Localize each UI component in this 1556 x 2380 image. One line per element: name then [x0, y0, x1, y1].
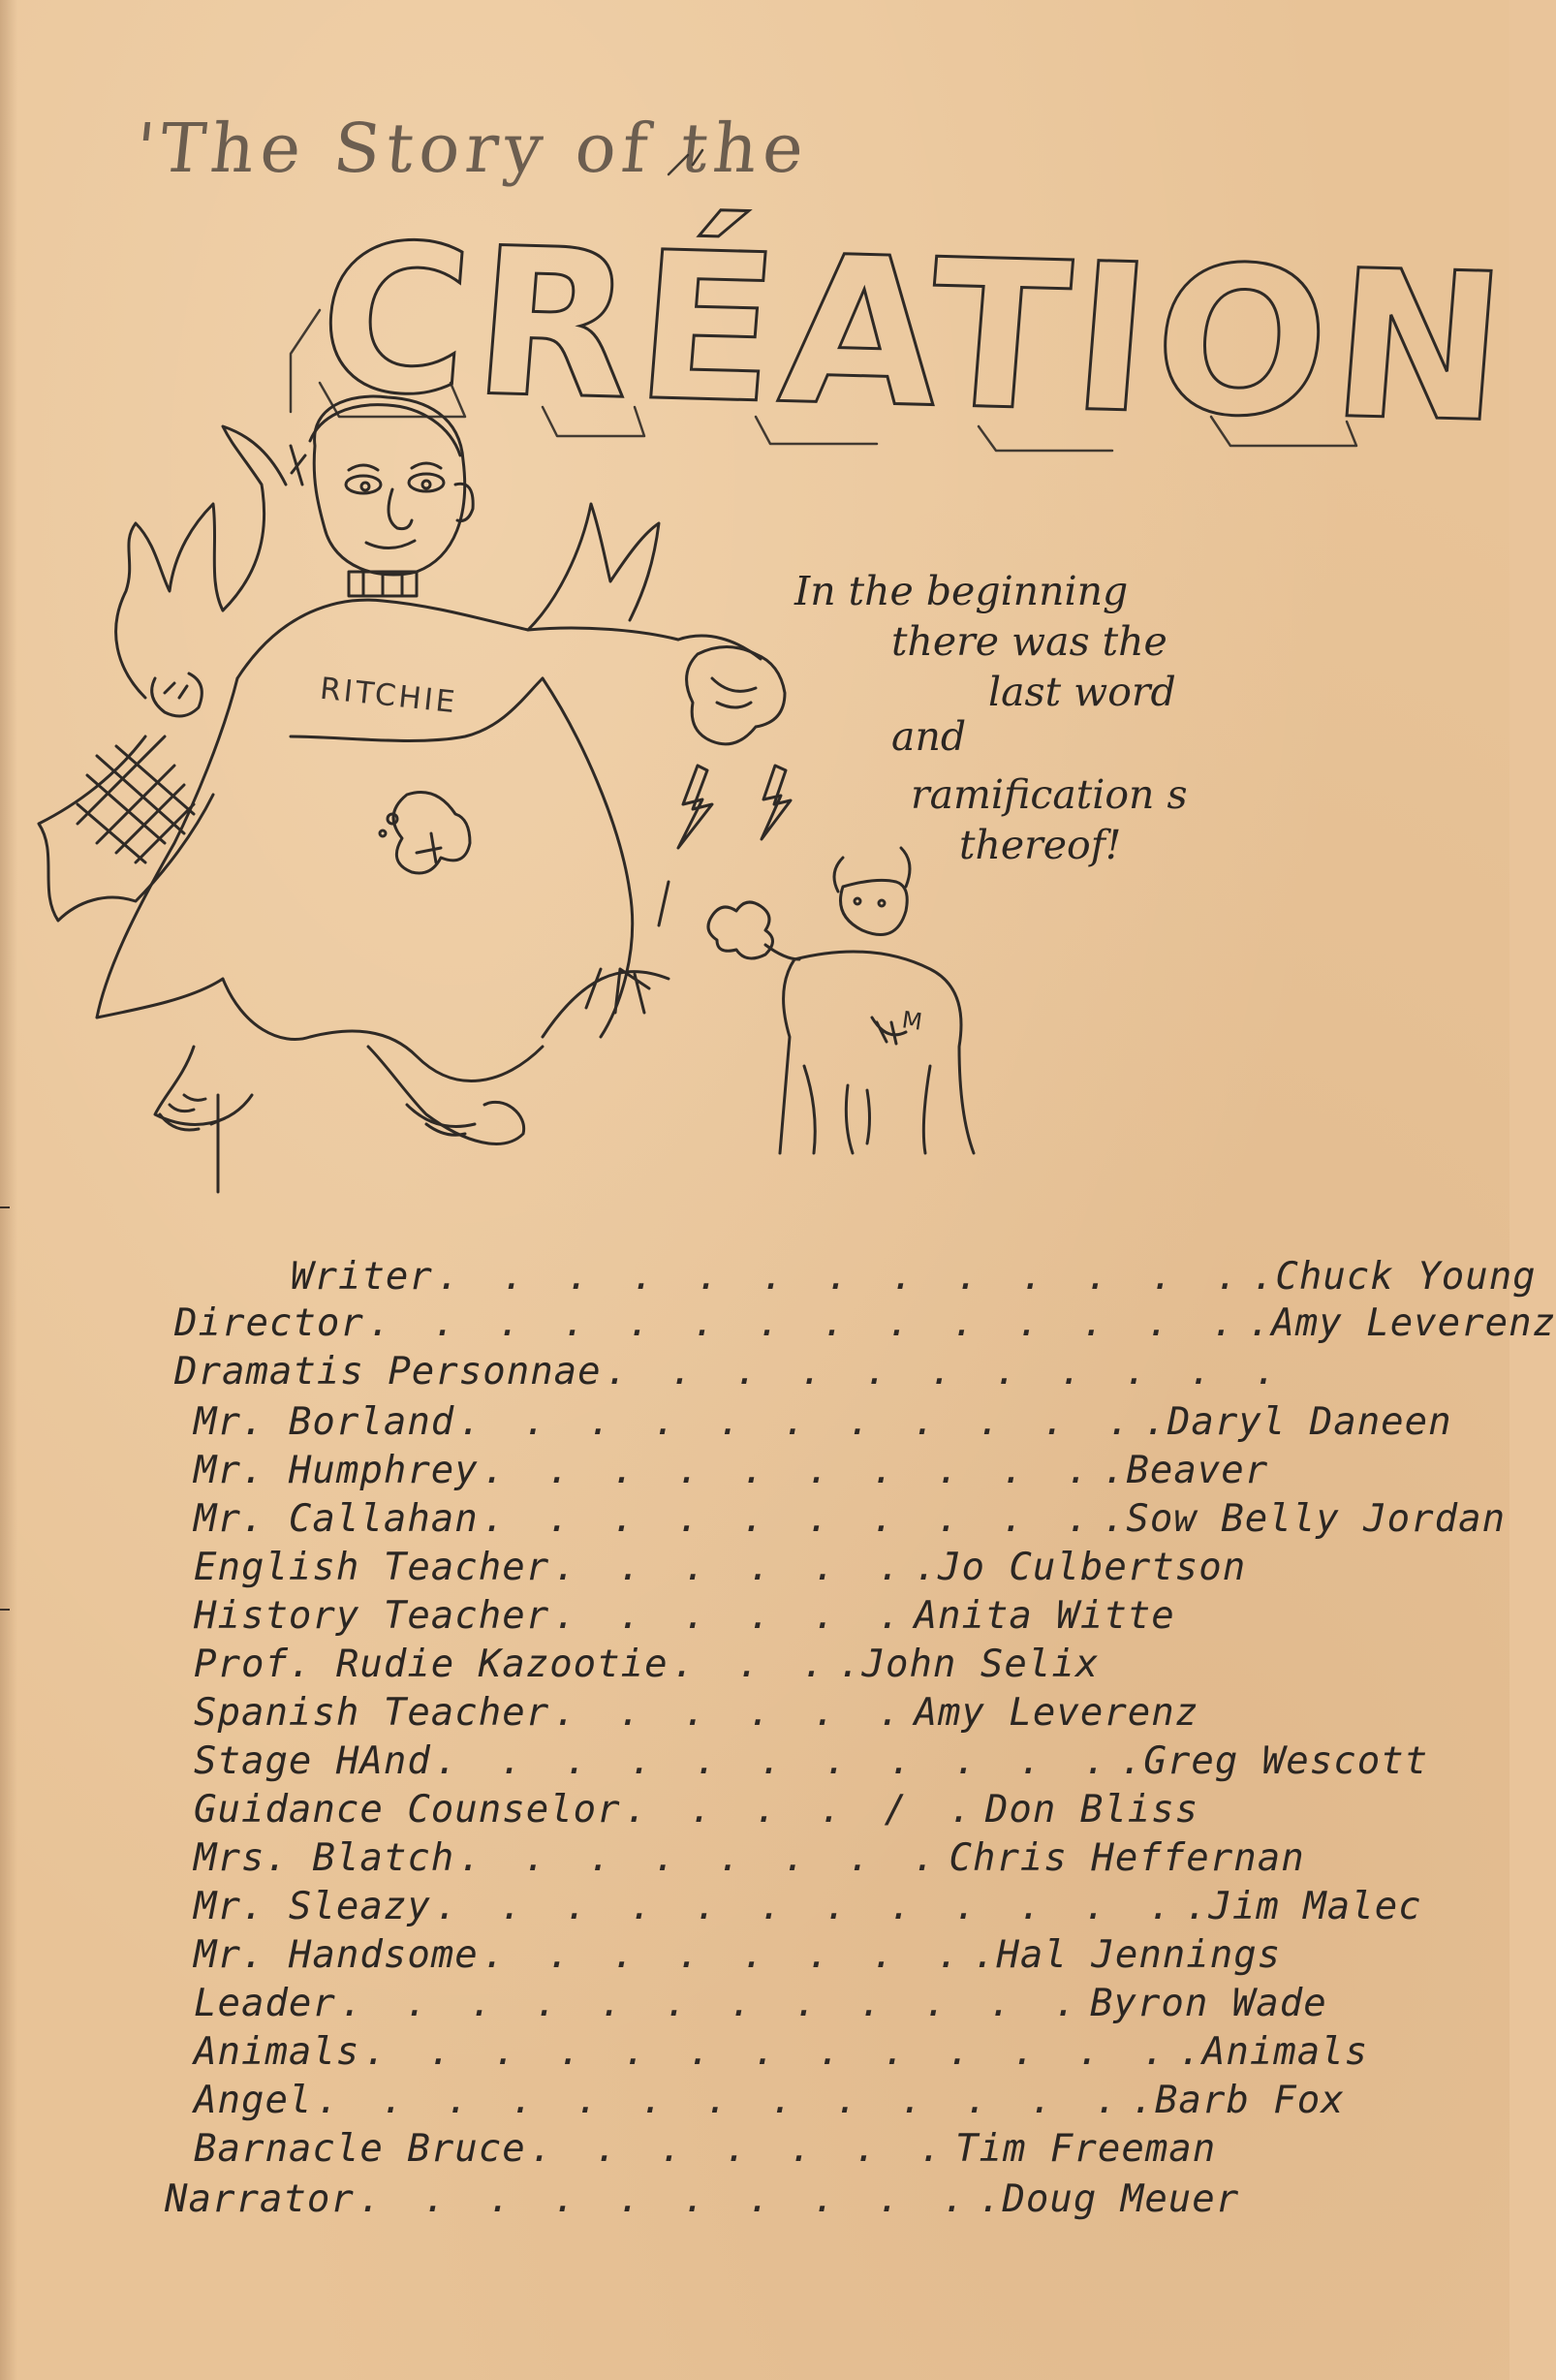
credit-name: .Animals: [1178, 2030, 1369, 2074]
cape: [39, 736, 213, 921]
credit-leader-dots: . . . . . . . . . .: [482, 1449, 1099, 1492]
caption-line: last word: [988, 669, 1176, 715]
credit-role: Mr. Sleazy: [194, 1885, 431, 1928]
credit-row: [194, 2127, 1216, 2171]
credit-name: .Amy Leverenz: [1247, 1301, 1556, 1345]
credit-row: [194, 1982, 1327, 2025]
credit-role: Writer: [291, 1255, 433, 1299]
credit-role: Angel: [194, 2079, 313, 2122]
credit-row: [194, 1594, 1175, 1638]
credit-role: Director: [174, 1301, 364, 1345]
credit-name: Tim Freeman: [954, 2127, 1217, 2171]
credit-name: .Hal Jennings: [972, 1933, 1282, 1977]
credit-leader-dots: . . . . / .: [624, 1788, 981, 1832]
credit-row: [194, 1400, 1452, 1444]
credit-row: [194, 1497, 1506, 1541]
credit-role: Prof. Rudie Kazootie: [194, 1643, 669, 1686]
credit-row: [194, 1836, 1305, 1880]
left-hand: [116, 426, 286, 716]
credit-row: [174, 1301, 1556, 1345]
credit-role: Spanish Teacher: [194, 1691, 550, 1735]
credit-row: [194, 1643, 1099, 1686]
credit-role: Mr. Humphrey: [194, 1449, 479, 1492]
svg-text:M: M: [900, 1006, 924, 1036]
credit-leader-dots: . . . . . . . . . . . .: [434, 1885, 1181, 1928]
caption-line: thereof!: [959, 822, 1122, 868]
credit-name: .Chuck Young: [1251, 1255, 1537, 1299]
edge-mark: [0, 1609, 10, 1611]
feet: [155, 1047, 524, 1192]
credit-role: Mr. Callahan: [194, 1497, 479, 1541]
credit-leader-dots: . . . . . .: [553, 1594, 911, 1638]
caption-line: there was the: [891, 618, 1167, 665]
credit-row: [194, 1933, 1281, 1977]
credit-row: [194, 2079, 1345, 2122]
credit-leader-dots: . . . . . . . . . . . . .: [436, 1255, 1248, 1299]
credit-leader-dots: . . . . . . . . . . .: [605, 1350, 1287, 1394]
credit-role: Stage HAnd: [194, 1739, 431, 1783]
credit-role: History Teacher: [194, 1594, 550, 1638]
credit-name: .Greg Wescott: [1119, 1739, 1429, 1783]
cow-drawing: [708, 848, 974, 1153]
credit-row: [291, 1255, 1537, 1299]
credit-leader-dots: . . .: [671, 1643, 835, 1686]
credit-row: [174, 1350, 1291, 1394]
credit-row: [194, 1739, 1428, 1783]
credit-leader-dots: . . . . . . . . . . .: [434, 1739, 1116, 1783]
credit-role: Dramatis Personnae: [174, 1350, 602, 1394]
credit-name: .Beaver: [1102, 1449, 1269, 1492]
credit-leader-dots: . . . . . . . . . . .: [458, 1400, 1140, 1444]
credit-role: Animals: [194, 2030, 360, 2074]
credit-leader-dots: . . . . . .: [553, 1546, 911, 1589]
caption-line: In the beginning: [794, 568, 1129, 614]
credit-row: [165, 2177, 1239, 2221]
credit-name: Amy Leverenz: [914, 1691, 1199, 1735]
credit-role: Mr. Borland: [194, 1400, 455, 1444]
credit-name: Anita Witte: [914, 1594, 1175, 1638]
credit-leader-dots: . . . . . . . .: [458, 1836, 946, 1880]
credit-row: [194, 2030, 1368, 2074]
credit-name: Chris Heffernan: [949, 1836, 1305, 1880]
credit-leader-dots: . . . . . . . . . . . . .: [363, 2030, 1175, 2074]
credit-name: .Doug Meuer: [978, 2177, 1240, 2221]
credit-row: [194, 1691, 1198, 1735]
credit-role: English Teacher: [194, 1546, 550, 1589]
credit-role: Barnacle Bruce: [194, 2127, 526, 2171]
credit-row: [194, 1885, 1422, 1928]
credit-leader-dots: . . . . . . . . . . . . . .: [367, 1301, 1244, 1345]
credit-role: Mr. Handsome: [194, 1933, 479, 1977]
ritchie-body: [97, 600, 678, 1080]
shirt-label: RITCHIE: [318, 671, 459, 721]
credit-name: Byron Wade: [1089, 1982, 1327, 2025]
credit-row: [194, 1546, 1246, 1589]
credit-role: Guidance Counselor: [194, 1788, 621, 1832]
credit-name: .Jim Malec: [1184, 1885, 1422, 1928]
credit-name: .Jo Culbertson: [914, 1546, 1247, 1589]
scribbled-title: 'The Story of the: [131, 109, 814, 188]
credit-name: .Barb Fox: [1131, 2079, 1345, 2122]
credit-role: Leader: [194, 1982, 336, 2025]
credit-leader-dots: . . . . . . . . . . . . .: [316, 2079, 1128, 2122]
credit-row: [194, 1788, 1198, 1832]
right-hand: [528, 504, 791, 925]
credit-role: Mrs. Blatch: [194, 1836, 455, 1880]
creation-title: CRÉATION: [311, 199, 1519, 468]
credit-leader-dots: . . . . . . .: [529, 2127, 951, 2171]
credit-role: Narrator: [165, 2177, 355, 2221]
credit-leader-dots: . . . . . . . .: [482, 1933, 969, 1977]
credit-name: .Sow Belly Jordan: [1102, 1497, 1507, 1541]
credit-leader-dots: . . . . . . . . . . . .: [339, 1982, 1086, 2025]
credit-name: .Daryl Daneen: [1143, 1400, 1452, 1444]
credit-leader-dots: . . . . . . . . . .: [358, 2177, 975, 2221]
credit-name: .John Selix: [838, 1643, 1100, 1686]
caption-line: ramification s: [911, 771, 1188, 818]
credit-leader-dots: . . . . . .: [553, 1691, 911, 1735]
credit-row: [194, 1449, 1268, 1492]
credit-name: Don Bliss: [984, 1788, 1199, 1832]
caption-line: and: [891, 713, 967, 760]
credit-leader-dots: . . . . . . . . . .: [482, 1497, 1099, 1541]
